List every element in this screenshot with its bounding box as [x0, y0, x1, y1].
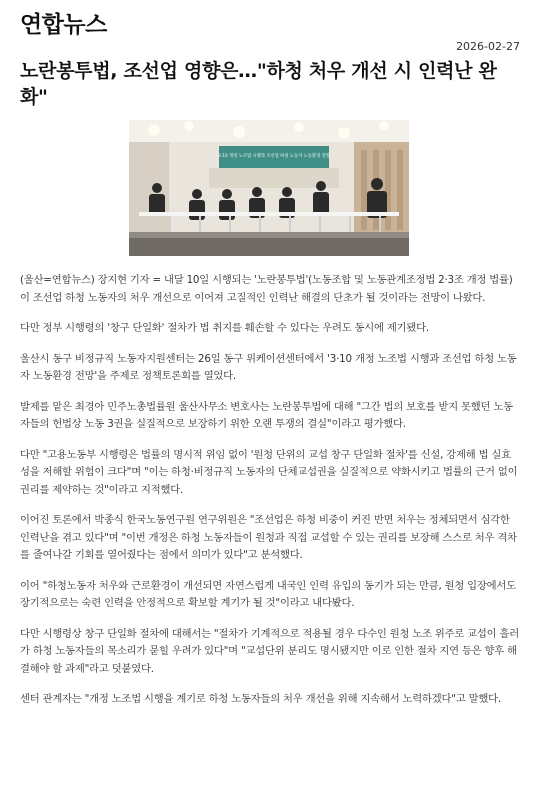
article-paragraph: 이어진 토론에서 박종식 한국노동연구원 연구위원은 "조선업은 하청 비중이 커진 반면 처우는 정체되면서 심각한 인력난을 겪고 있다"며 "이번 개정은 하청 노동자들이 원청과 직접 교섭할 수 있는 권리를 보장해 스스로 처우 격차를 줄여나갈 기회를 열어줬다는 점에서 의미가 있다"고 분석했다.: [20, 514, 517, 561]
article-paragraph: 다만 시행령상 창구 단일화 절차에 대해서는 "절차가 기계적으로 적용될 경우 다수인 원청 노조 위주로 교섭이 흘러가 하청 노동자들의 목소리가 묻힐 우려가 있다"며 "교섭단위 분리도 명시됐지만 이로 인한 절차 지연 등은 향후 해결해야 할 과제"라고 덧붙였다.: [20, 627, 519, 675]
article-paragraph: 다만 "고용노동부 시행령은 법률의 명시적 위임 없이 '원청 단위의 교섭 창구 단일화 절차'를 신설, 강제해 법 실효성을 저해할 위험이 크다"며 "이는 하청·비정규직 노동자의 단체교섭권을 실질적으로 약화시키고 법률의 근거 없이 권리를 제약하는 것"이라고 지적했다.: [20, 448, 518, 496]
article-paragraph: (울산=연합뉴스) 장지현 기자 = 내달 10일 시행되는 '노란봉투법'(노동조합 및 노동관계조정법 2·3조 개정 법률)이 조선업 하청 노동자의 처우 개선으로 이어져 고질적인 인력난 해결의 단초가 될 것이라는 전망이 나왔다.: [20, 274, 513, 304]
article-photo: [129, 120, 409, 256]
article-headline: 노란봉투법, 조선업 영향은…"하청 처우 개선 시 인력난 완화": [20, 60, 497, 108]
article-date: 2026-02-27: [456, 40, 520, 53]
article-body: [20, 272, 520, 722]
article-paragraph: 발제를 맡은 최경아 민주노총법률원 울산사무소 변호사는 노란봉투법에 대해 "그간 법의 보호를 받지 못했던 노동자들의 헌법상 노동 3권을 실질적으로 보장하기 위한 오랜 투쟁의 결실"이라고 평가했다.: [20, 400, 513, 430]
article-paragraph: 센터 관계자는 "개정 노조법 시행을 계기로 하청 노동자들의 처우 개선을 위해 지속해서 노력하겠다"고 말했다.: [20, 693, 501, 705]
article-paragraph: 이어 "하청노동자 처우와 근로환경이 개선되면 자연스럽게 내국인 인력 유입의 동기가 되는 만큼, 원청 입장에서도 장기적으로는 숙련 인력을 안정적으로 확보할 계기가 될 것"이라고 내다봤다.: [20, 579, 516, 609]
photo-banner-text: 3.10 개정 노조법 시행과 조선업 하청 노동자 노동환경 전망: [218, 154, 330, 159]
article-paragraph: 울산시 동구 비정규직 노동자지원센터는 26일 동구 위케이션센터에서 '3·10 개정 노조법 시행과 조선업 하청 노동자 노동환경 전망'을 주제로 정책토론회를 열었다.: [20, 352, 517, 382]
site-logo[interactable]: 연합뉴스: [20, 12, 107, 38]
article-paragraph: 다만 정부 시행령의 '창구 단일화' 절차가 법 취지를 훼손할 수 있다는 우려도 동시에 제기됐다.: [20, 322, 429, 334]
photo-image: [129, 120, 409, 256]
